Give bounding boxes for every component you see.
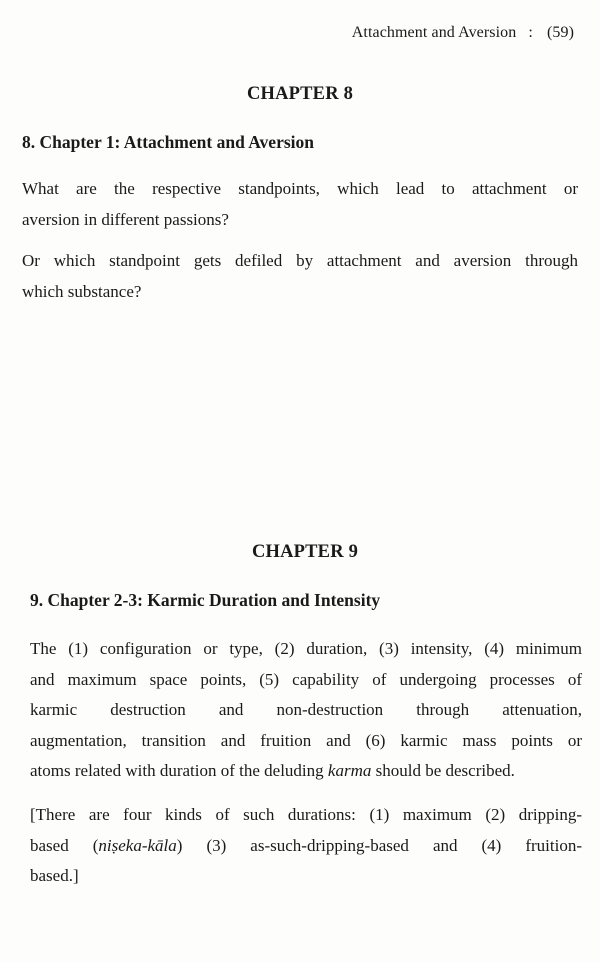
- italic-term: karma: [327, 761, 372, 780]
- chapter-9-section-heading: 9. Chapter 2-3: Karmic Duration and Intensity: [30, 590, 381, 610]
- text-line: [30, 831, 582, 862]
- running-head-separator: :: [528, 24, 533, 41]
- chapter-9-title: CHAPTER 9: [251, 542, 359, 562]
- text-fragment: should be described.: [371, 761, 515, 780]
- chapter-8-paragraph-1: [22, 174, 578, 235]
- text-line: Or which standpoint gets defiled by attachment and aversion through: [22, 251, 578, 270]
- italic-term: niṣeka-kāla: [98, 835, 177, 855]
- text-line: aversion in different passions?: [22, 209, 229, 229]
- text-line: karmic destruction and non-destruction through attenuation,: [30, 700, 582, 719]
- text-line: based.]: [30, 866, 79, 885]
- chapter-9-paragraph-1: [30, 634, 582, 787]
- text-line: What are the respective standpoints, which lead to attachment or: [22, 179, 578, 198]
- running-head-title: Attachment and Aversion: [351, 24, 517, 41]
- page-number: (59): [546, 24, 574, 41]
- chapter-8-paragraph-2: [22, 246, 578, 307]
- text-fragment: atoms related with duration of the deluding: [30, 761, 328, 780]
- chapter-8-section-heading: 8. Chapter 1: Attachment and Aversion: [22, 132, 314, 152]
- chapter-8-title: CHAPTER 8: [246, 84, 354, 104]
- text-fragment: based (: [30, 835, 99, 855]
- text-fragment: ) (3) as-such-dripping-based and (4) fruition-: [176, 835, 583, 855]
- text-line: The (1) configuration or type, (2) duration, (3) intensity, (4) minimum: [30, 639, 582, 658]
- running-head: [352, 24, 574, 42]
- text-line: augmentation, transition and fruition and (6) karmic mass points or: [30, 730, 582, 750]
- text-line: [30, 756, 582, 787]
- text-line: and maximum space points, (5) capability of undergoing processes of: [30, 669, 582, 689]
- chapter-9-paragraph-2: [30, 800, 582, 892]
- text-line: which substance?: [22, 281, 142, 301]
- text-line: [There are four kinds of such durations: (1) maximum (2) dripping-: [30, 805, 582, 824]
